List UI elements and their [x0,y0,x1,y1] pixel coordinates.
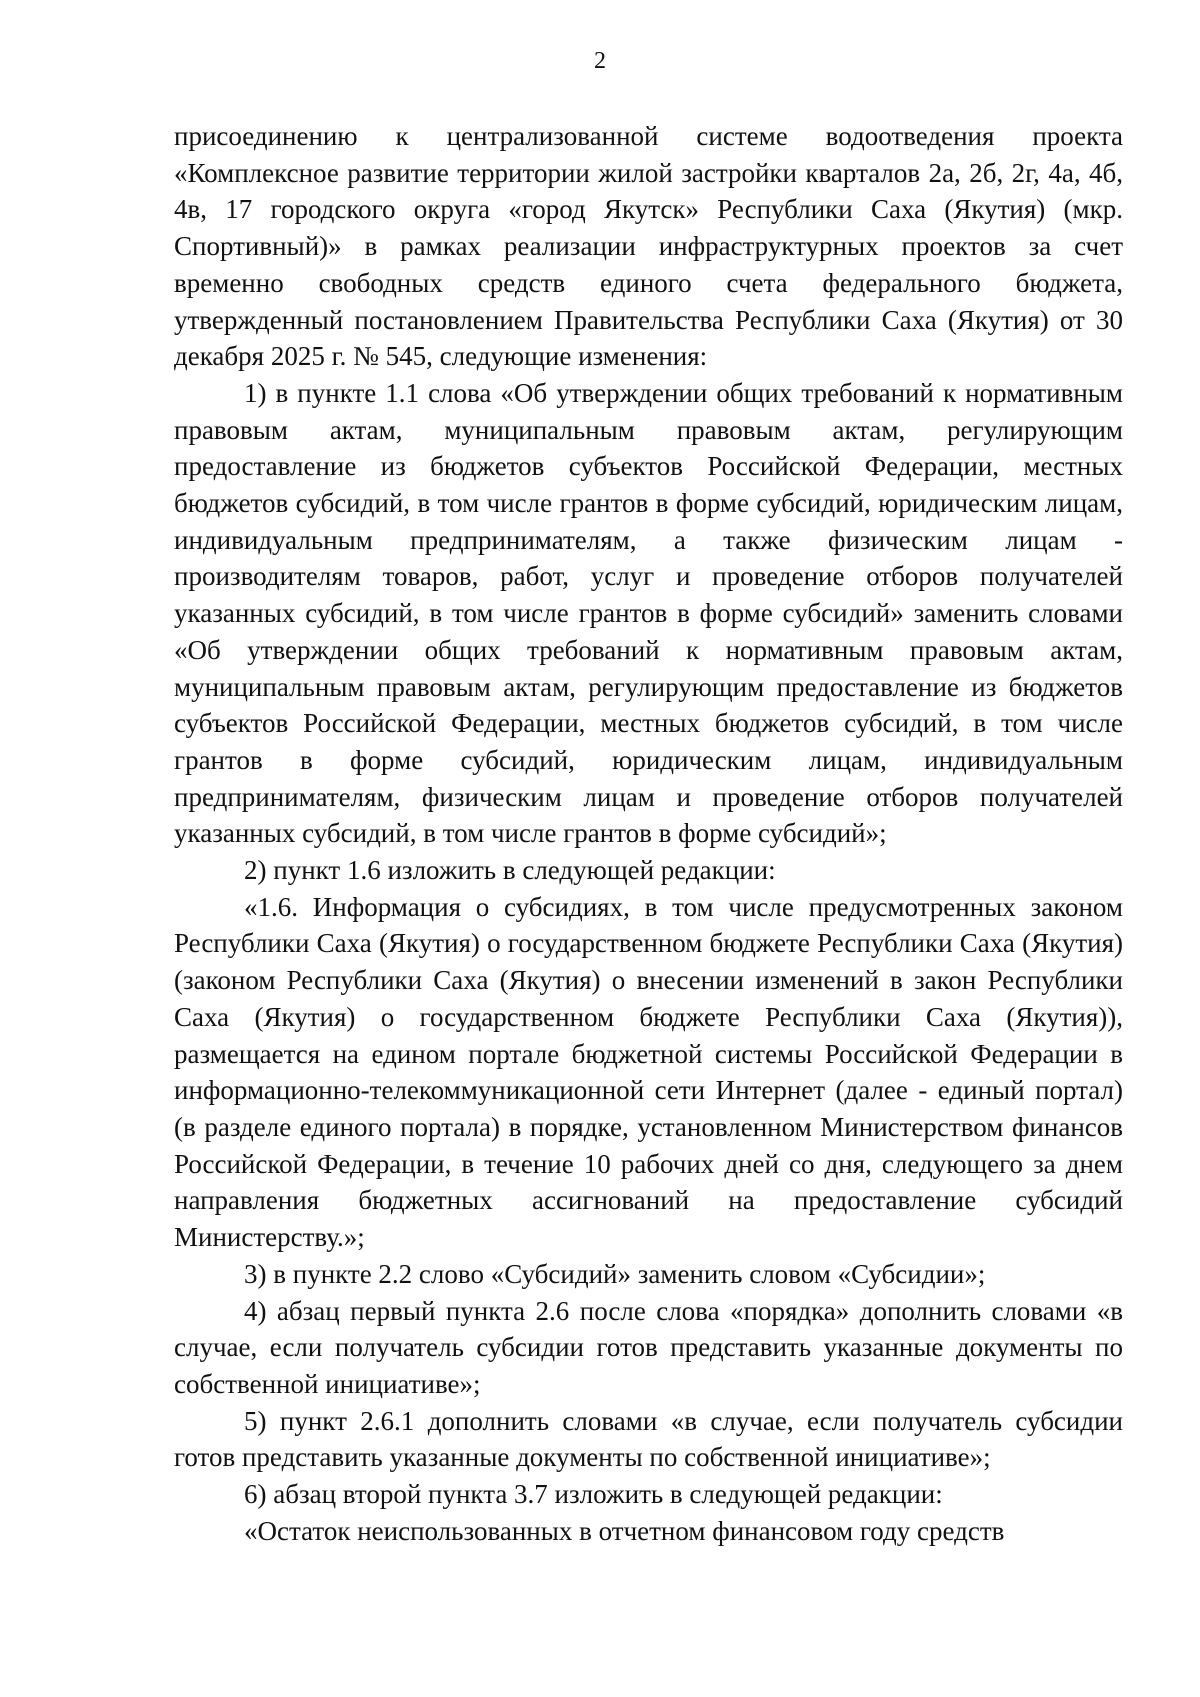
paragraph-item-5: 5) пункт 2.6.1 дополнить словами «в случае, если получатель субсидии готов представить указанные документы по собственной инициативе»; [174,1405,1123,1473]
paragraph-continuation: присоединению к централизованной системе водоотведения проекта «Комплексное развитие территории жилой застройки кварталов 2а, 2б, 2г, 4а, 4б, 4в, 17 городского округа «город Якутск» Республики Саха (Якутия) (мкр. Спортивный)» в рамках реализации инфраструктурных проектов за счет временно свободных средств единого счета федерального бюджета, утвержденный постановлением Правительства Республики Саха (Якутия) от 30 декабря 2025 г. № 545, следующие изменения: [174,121,1123,372]
document-body [174,118,1123,1549]
paragraph-item-2: 2) пункт 1.6 изложить в следующей редакции: [244,855,776,886]
paragraph-item-3: 3) в пункте 2.2 слово «Субсидий» заменить словом «Субсидии»; [244,1258,986,1289]
paragraph-quote-remainder: «Остаток неиспользованных в отчетном финансовом году средств [244,1515,1005,1546]
paragraph-item-1: 1) в пункте 1.1 слова «Об утверждении общих требований к нормативным правовым актам, муниципальным правовым актам, регулирующим предоставление из бюджетов субъектов Российской Федерации, местных бюджетов субсидий, в том числе грантов в форме субсидий, юридическим лицам, индивидуальным предпринимателям, а также физическим лицам - производителям товаров, работ, услуг и проведение отборов получателей указанных субсидий, в том числе грантов в форме субсидий» заменить словами «Об утверждении общих требований к нормативным правовым актам, муниципальным правовым актам, регулирующим предоставление из бюджетов субъектов Российской Федерации, местных бюджетов субсидий, в том числе грантов в форме субсидий, юридическим лицам, индивидуальным предпринимателям, физическим лицам и проведение отборов получателей указанных субсидий, в том числе грантов в форме субсидий»; [174,377,1123,849]
paragraph-item-4: 4) абзац первый пункта 2.6 после слова «порядка» дополнить словами «в случае, если получатель субсидии готов представить указанные документы по собственной инициативе»; [174,1295,1123,1399]
paragraph-item-6: 6) абзац второй пункта 3.7 изложить в следующей редакции: [244,1479,943,1510]
paragraph-quote-1-6: «1.6. Информация о субсидиях, в том числе предусмотренных законом Республики Саха (Якутия) о государственном бюджете Республики Саха (Якутия) (законом Республики Саха (Якутия) о внесении изменений в закон Республики Саха (Якутия) о государственном бюджете Республики Саха (Якутия)), размещается на едином портале бюджетной системы Российской Федерации в информационно-телекоммуникационной сети Интернет (далее - единый портал) (в разделе единого портала) в порядке, установленном Министерством финансов Российской Федерации, в течение 10 рабочих дней со дня, следующего за днем направления бюджетных ассигнований на предоставление субсидий Министерству.»; [174,891,1123,1253]
page-number: 2 [594,48,606,74]
